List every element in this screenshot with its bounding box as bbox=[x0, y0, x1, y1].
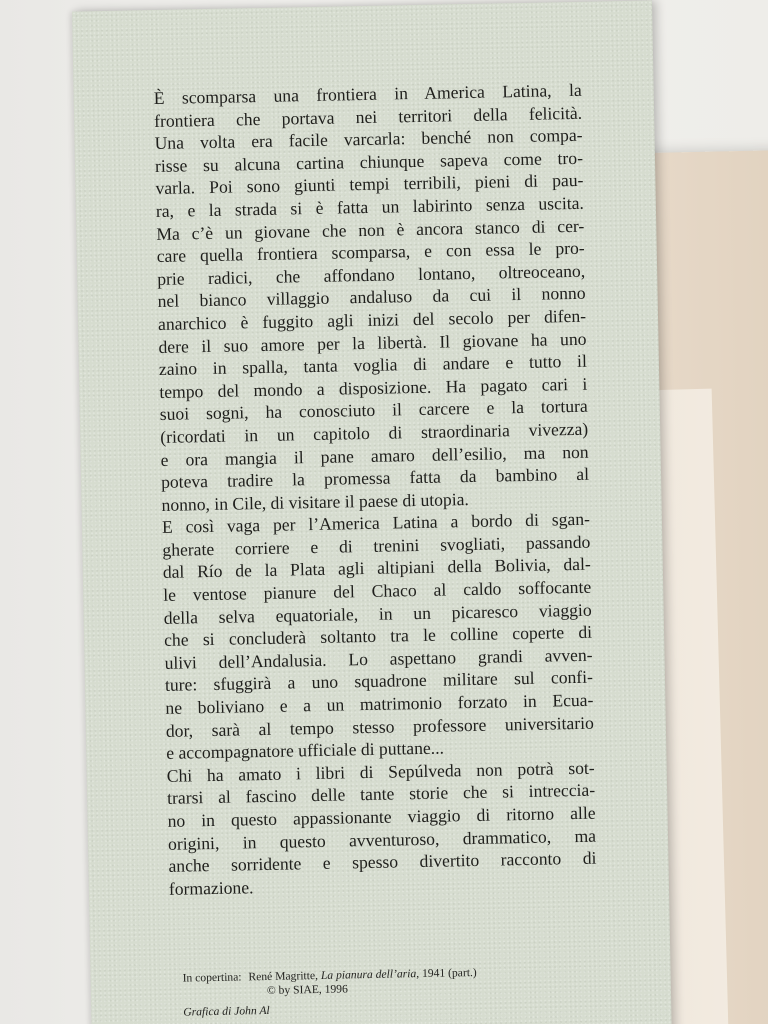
blurb-line: È scomparsa una frontiera in America Latina, la bbox=[153, 79, 582, 109]
blurb-line: prie radici, che affondano lontano, oltreoceano, bbox=[157, 260, 586, 289]
blurb-line: anche sorridente e spesso divertito racconto di bbox=[168, 847, 597, 877]
blurb-line: ra, e la strada si è fatta un labirinto senza uscita. bbox=[155, 192, 585, 221]
blurb-line: dal Río de la Plata agli altipiani della Bolivia, dal- bbox=[162, 554, 591, 583]
blurb-line: risse su alcuna cartina chiunque sapeva come tro- bbox=[154, 147, 584, 176]
blurb-line: anarchico è fuggito agli inizi del secolo per difen- bbox=[157, 305, 587, 334]
blurb-line: zaino in spalla, tanta voglia di andare e tutto il bbox=[158, 350, 588, 380]
blurb-line: E così vaga per l’America Latina a bordo di sgan- bbox=[161, 509, 591, 538]
blurb-line: formazione. bbox=[168, 877, 254, 899]
credit-work-title: La pianura dell’aria, bbox=[320, 967, 420, 982]
copyright-line: © by SIAE, 1996 bbox=[266, 982, 348, 998]
blurb-line: frontiera che portava nei territori della felicità. bbox=[153, 102, 583, 131]
blurb-line: e ora mangia il pane amaro dell’esilio, ma non bbox=[160, 441, 589, 470]
graphic-design-credit: Grafica di John Al bbox=[183, 1003, 270, 1019]
blurb-line: gherate corriere e di trenini svogliati, passando bbox=[162, 531, 591, 560]
blurb-line: nel bianco villaggio andaluso da cui il nonno bbox=[157, 283, 586, 312]
blurb-line: le ventose pianure del Chaco al caldo soffocante bbox=[163, 576, 592, 605]
blurb-line: dor, sarà al tempo stesso professore universitario bbox=[165, 712, 594, 741]
blurb-line: poteva tradire la promessa fatta da bambino al bbox=[160, 463, 590, 493]
blurb-line: no in questo appassionante viaggio di ritorno alle bbox=[167, 802, 596, 831]
blurb-line: Chi ha amato i libri di Sepúlveda non potrà sot- bbox=[166, 757, 595, 786]
blurb-line: nonno, in Cile, di visitare il paese di utopia. bbox=[161, 488, 470, 515]
blurb-line: ne boliviano e a un matrimonio forzato in Ecua- bbox=[165, 689, 594, 718]
credit-label: In copertina: bbox=[182, 970, 242, 985]
credit-artist: René Magritte, bbox=[248, 969, 319, 984]
blurb-line: tempo del mondo a disposizione. Ha pagato cari i bbox=[159, 373, 588, 402]
cover-credits bbox=[183, 963, 624, 1019]
blurb-line: che si concluderà soltanto tra le colline coperte di bbox=[163, 621, 593, 651]
blurb-line: Una volta era facile varcarla: benché non compa- bbox=[154, 124, 583, 154]
blurb-line: ture: sfuggirà a uno squadrone militare sul confi- bbox=[164, 667, 594, 696]
blurb-line: della selva equatoriale, in un picaresco viaggio bbox=[163, 599, 592, 628]
blurb-line: origini, in questo avventuroso, drammatico, ma bbox=[167, 825, 597, 854]
blurb-line: trarsi al fascino delle tante storie che si intreccia- bbox=[166, 780, 596, 809]
blurb-line: e accompagnatore ufficiale di puttane... bbox=[166, 737, 445, 764]
blurb-line: ulivi dell’Andalusia. Lo aspettano grandi avven- bbox=[164, 644, 593, 673]
dust-jacket-flap bbox=[72, 0, 672, 1024]
blurb-line: dere il suo amore per la libertà. Il giovane ha uno bbox=[158, 328, 587, 357]
blurb-line: care quella frontiera scomparsa, e con essa le pro- bbox=[156, 237, 585, 267]
blurb-line: suoi sogni, ha conosciuto il carcere e la tortura bbox=[159, 396, 588, 425]
blurb-line: varla. Poi sono giunti tempi terribili, pieni di pau- bbox=[155, 170, 584, 199]
blurb-line: (ricordati in un capitolo di straordinaria vivezza) bbox=[160, 418, 589, 447]
blurb-line: Ma c’è un giovane che non è ancora stanco di cer- bbox=[156, 215, 585, 244]
credit-work-year: 1941 (part.) bbox=[421, 965, 477, 981]
blurb-text bbox=[154, 79, 598, 900]
